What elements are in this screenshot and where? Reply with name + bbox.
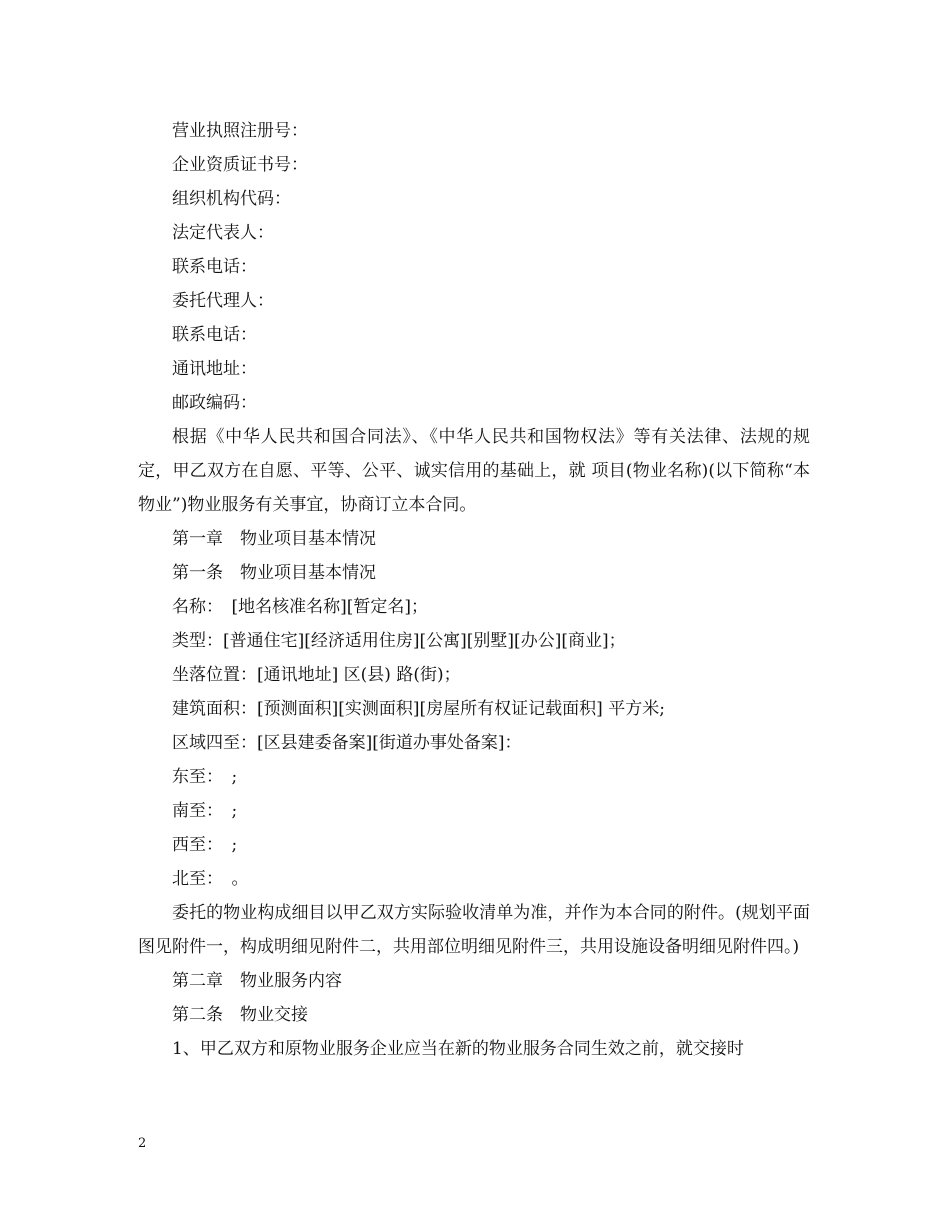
article-heading-2: 第二条 物业交接 [172, 1005, 308, 1025]
field-agent-contact-phone: 联系电话： [172, 325, 257, 345]
info-boundary-south: 南至： ; [172, 801, 238, 821]
info-name: 名称： [地名核准名称][暂定名]； [172, 597, 429, 617]
page-number: 2 [138, 1136, 147, 1151]
info-boundary-north: 北至： 。 [172, 869, 249, 889]
field-postal-code: 邮政编码： [172, 393, 257, 413]
info-boundary-east: 东至： ; [172, 767, 238, 787]
field-legal-representative: 法定代表人： [172, 223, 274, 243]
page-content [138, 114, 810, 1066]
info-boundaries: 区域四至：[区县建委备案][街道办事处备案]： [172, 733, 522, 753]
field-authorized-agent: 委托代理人： [172, 291, 274, 311]
info-location: 坐落位置：[通讯地址] 区(县) 路(街)； [172, 665, 461, 685]
info-boundary-west: 西至： ; [172, 835, 238, 855]
paragraph-handover: 1、甲乙双方和原物业服务企业应当在新的物业服务合同生效之前，就交接时 [172, 1039, 744, 1059]
field-business-license-number: 营业执照注册号： [172, 121, 308, 141]
article-heading-1: 第一条 物业项目基本情况 [172, 563, 376, 583]
field-contact-phone: 联系电话： [172, 257, 257, 277]
field-qualification-certificate-number: 企业资质证书号： [172, 155, 308, 175]
info-type: 类型：[普通住宅][经济适用住房][公寓][别墅][办公][商业]； [172, 631, 626, 651]
field-mailing-address: 通讯地址： [172, 359, 257, 379]
info-building-area: 建筑面积：[预测面积][实测面积][房屋所有权证记载面积] 平方米; [172, 699, 665, 719]
paragraph-property-details: 委托的物业构成细目以甲乙双方实际验收清单为准，并作为本合同的附件。(规划平面图见附件一，构成明细见附件二，共用部位明细见附件三，共用设施设备明细见附件四。) [138, 903, 810, 957]
paragraph-legal-basis: 根据《中华人民共和国合同法》、《中华人民共和国物权法》等有关法律、法规的规定，甲乙双方在自愿、平等、公平、诚实信用的基础上，就 项目(物业名称)(以下简称“本物业”)物业服务有关事宜，协商订立本合同。 [138, 427, 810, 515]
chapter-heading-2: 第二章 物业服务内容 [172, 971, 342, 991]
chapter-heading-1: 第一章 物业项目基本情况 [172, 529, 376, 549]
field-organization-code: 组织机构代码： [172, 189, 291, 209]
